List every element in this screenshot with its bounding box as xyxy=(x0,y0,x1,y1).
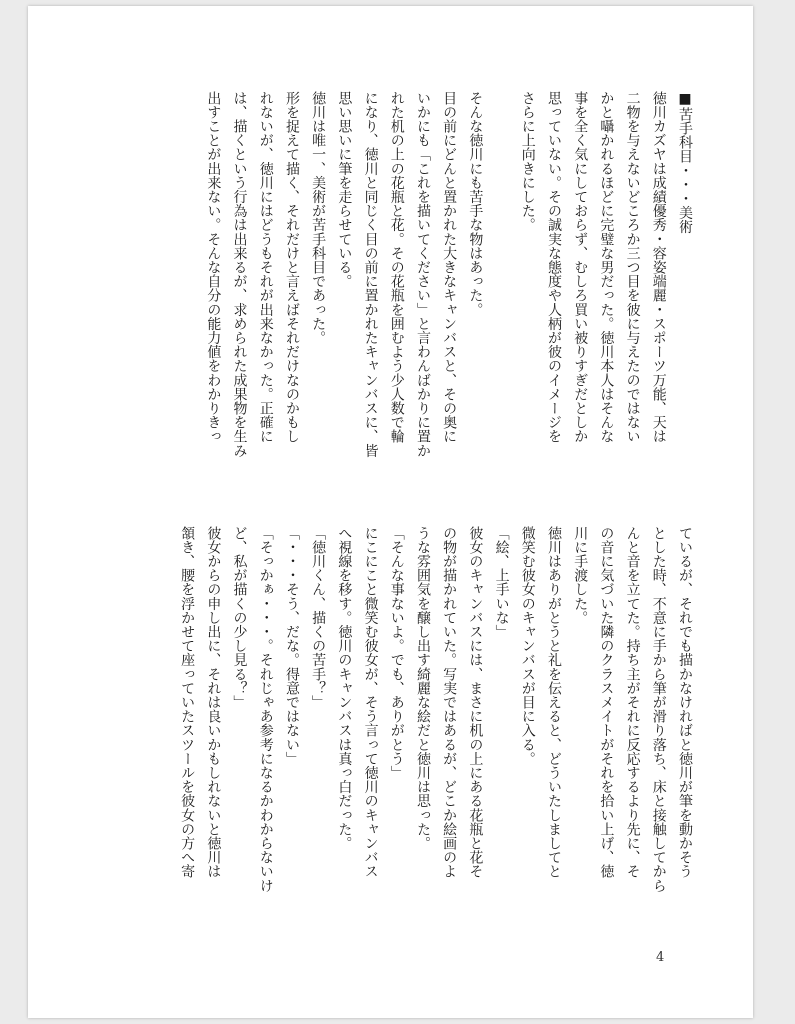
text-line: 思っていない。その誠実な態度や人柄が彼のイメージを xyxy=(545,91,562,444)
text-line: 徳川は唯一、美術が苦手科目であった。 xyxy=(310,91,327,345)
text-line: 「絵、上手いな」 xyxy=(493,526,510,639)
text-line: は、描くという行為は出来るが、求められた成果物を生み xyxy=(231,91,248,458)
text-line: れないが、徳川にはどうもそれが出来なかった。正確に xyxy=(257,91,274,444)
document-page xyxy=(28,6,753,1018)
page-number: 4 xyxy=(656,950,665,965)
text-line: 彼女のキャンバスには、まさに机の上にある花瓶と花そ xyxy=(467,526,484,879)
text-line: いかにも「これを描いてください」と言わんばかりに置か xyxy=(414,91,431,458)
text-line: 思い思いに筆を走らせている。 xyxy=(336,91,353,289)
text-line: 形を捉えて描く、それだけと言えばそれだけなのかもし xyxy=(283,91,300,444)
text-line: の音に気づいた隣のクラスメイトがそれを拾い上げ、徳 xyxy=(598,526,615,879)
text-line: 二物を与えないどころか三つ目を彼に与えたのではない xyxy=(624,91,641,444)
text-line: 彼女からの申し出に、それは良いかもしれないと徳川は xyxy=(205,526,222,879)
text-line: そんな徳川にも苦手な物はあった。 xyxy=(467,91,484,317)
text-line: れた机の上の花瓶と花。その花瓶を囲むよう少人数で輪 xyxy=(388,91,405,444)
text-line: へ視線を移す。徳川のキャンバスは真っ白だった。 xyxy=(336,526,353,851)
text-line: とした時、不意に手から筆が滑り落ち、床と接触してから xyxy=(650,526,667,893)
text-line: 頷き、腰を浮かせて座っていたスツールを彼女の方へ寄 xyxy=(179,526,196,879)
text-line: 川に手渡した。 xyxy=(572,526,589,625)
text-line: 出すことが出来ない。そんな自分の能力値をわかりきっ xyxy=(205,91,222,444)
text-line: 「そっかぁ・・・。それじゃあ参考になるかわからないけ xyxy=(257,526,274,893)
text-line: ■苦手科目・・・美術 xyxy=(677,91,693,234)
bottom-text-block xyxy=(148,526,698,946)
text-line: になり、徳川と同じく目の前に置かれたキャンバスに、皆 xyxy=(362,91,379,458)
top-text-block xyxy=(148,91,698,511)
text-line: 徳川はありがとうと礼を伝えると、どういたしましてと xyxy=(545,526,562,879)
text-line: ているが、それでも描かなければと徳川が筆を動かそう xyxy=(677,526,693,879)
text-line: 「そんな事ないよ。でも、ありがとう」 xyxy=(388,526,405,780)
text-line: 微笑む彼女のキャンバスが目に入る。 xyxy=(519,526,536,766)
text-line: さらに上向きにした。 xyxy=(519,91,536,232)
text-line: 「徳川くん、描くの苦手？」 xyxy=(310,526,327,710)
text-line: 事を全く気にしておらず、むしろ買い被りすぎだとしか xyxy=(572,91,589,444)
text-line: ど、私が描くの少し見る？」 xyxy=(231,526,248,710)
text-line: かと囁かれるほどに完璧な男だった。徳川本人はそんな xyxy=(598,91,615,444)
text-line: の物が描かれていた。写実ではあるが、どこか絵画のよ xyxy=(441,526,458,879)
text-line xyxy=(488,91,514,511)
text-line: にこにこと微笑む彼女が、そう言って徳川のキャンバス xyxy=(362,526,379,879)
text-line: 目の前にどんと置かれた大きなキャンバスと、その奥に xyxy=(441,91,458,444)
text-line: んと音を立てた。持ち主がそれに反応するより先に、そ xyxy=(624,526,641,879)
text-line: 「・・・そう、だな。得意ではない」 xyxy=(283,526,300,766)
text-line: うな雰囲気を醸し出す綺麗な絵だと徳川は思った。 xyxy=(414,526,431,851)
text-line: 徳川カズヤは成績優秀・容姿端麗・スポーツ万能、天は xyxy=(650,91,667,444)
